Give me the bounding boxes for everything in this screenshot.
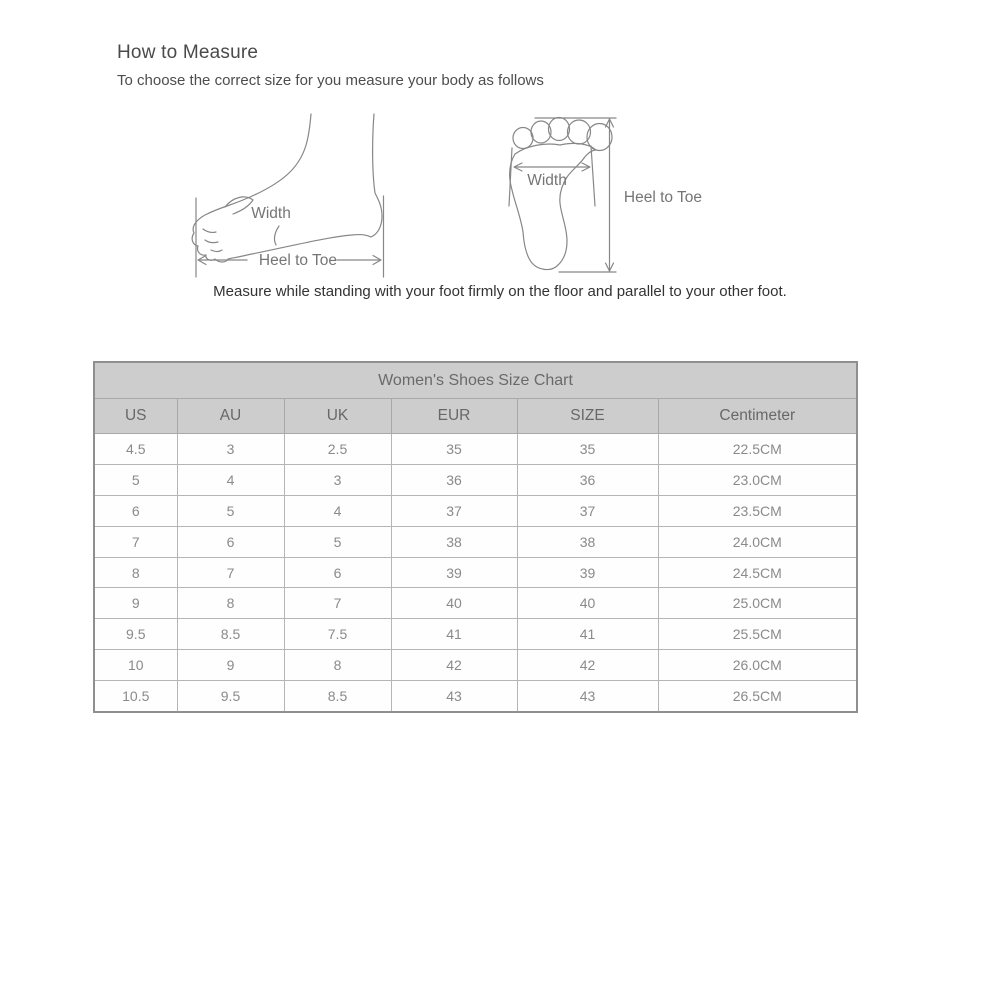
column-header-centimeter: Centimeter — [658, 399, 857, 434]
size-cell: 42 — [517, 650, 658, 681]
size-row — [94, 434, 857, 465]
size-cell: 23.5CM — [658, 495, 857, 526]
size-cell: 6 — [177, 526, 284, 557]
size-cell: 40 — [517, 588, 658, 619]
size-chart-title-row — [94, 362, 857, 399]
size-cell: 35 — [391, 434, 517, 465]
size-cell: 26.5CM — [658, 681, 857, 712]
size-cell: 43 — [517, 681, 658, 712]
size-cell: 2.5 — [284, 434, 391, 465]
column-header-uk: UK — [284, 399, 391, 434]
size-cell: 22.5CM — [658, 434, 857, 465]
size-cell: 40 — [391, 588, 517, 619]
size-row — [94, 526, 857, 557]
size-row — [94, 588, 857, 619]
column-header-size: SIZE — [517, 399, 658, 434]
column-header-au: AU — [177, 399, 284, 434]
size-cell: 8.5 — [284, 681, 391, 712]
column-header-eur: EUR — [391, 399, 517, 434]
size-row — [94, 495, 857, 526]
size-cell: 9.5 — [94, 619, 177, 650]
size-cell: 9.5 — [177, 681, 284, 712]
page-subtitle: To choose the correct size for you measure your body as follows — [117, 72, 544, 89]
size-cell: 42 — [391, 650, 517, 681]
size-cell: 3 — [177, 434, 284, 465]
size-cell: 10 — [94, 650, 177, 681]
side-view-heel-to-toe-label: Heel to Toe — [258, 252, 338, 269]
size-cell: 5 — [94, 464, 177, 495]
size-cell: 4 — [284, 495, 391, 526]
size-row — [94, 681, 857, 712]
size-cell: 38 — [391, 526, 517, 557]
size-cell: 26.0CM — [658, 650, 857, 681]
size-cell: 4 — [177, 464, 284, 495]
foot-sole-view-diagram — [495, 105, 720, 285]
size-cell: 8 — [284, 650, 391, 681]
size-chart-table — [93, 361, 858, 713]
size-cell: 7.5 — [284, 619, 391, 650]
size-cell: 6 — [284, 557, 391, 588]
size-cell: 10.5 — [94, 681, 177, 712]
size-chart-body — [94, 434, 857, 713]
size-row — [94, 464, 857, 495]
size-cell: 7 — [284, 588, 391, 619]
page-title: How to Measure — [117, 42, 259, 63]
size-cell: 39 — [391, 557, 517, 588]
size-cell: 24.5CM — [658, 557, 857, 588]
size-cell: 43 — [391, 681, 517, 712]
size-cell: 37 — [517, 495, 658, 526]
size-cell: 7 — [94, 526, 177, 557]
size-cell: 9 — [94, 588, 177, 619]
size-cell: 25.5CM — [658, 619, 857, 650]
size-cell: 6 — [94, 495, 177, 526]
side-view-width-label: Width — [251, 205, 291, 222]
size-cell: 41 — [391, 619, 517, 650]
size-cell: 25.0CM — [658, 588, 857, 619]
size-cell: 36 — [391, 464, 517, 495]
size-cell: 38 — [517, 526, 658, 557]
size-cell: 37 — [391, 495, 517, 526]
sole-view-heel-to-toe-label: Heel to Toe — [623, 189, 703, 206]
size-cell: 35 — [517, 434, 658, 465]
size-row — [94, 557, 857, 588]
size-chart-title: Women's Shoes Size Chart — [94, 362, 857, 399]
size-cell: 8 — [94, 557, 177, 588]
size-cell: 36 — [517, 464, 658, 495]
measure-instruction: Measure while standing with your foot firmly on the floor and parallel to your other foot. — [213, 283, 787, 300]
size-cell: 4.5 — [94, 434, 177, 465]
size-chart-header-row — [94, 399, 857, 434]
size-cell: 8 — [177, 588, 284, 619]
size-cell: 5 — [284, 526, 391, 557]
sole-view-width-label: Width — [527, 172, 567, 189]
size-cell: 24.0CM — [658, 526, 857, 557]
size-cell: 8.5 — [177, 619, 284, 650]
size-row — [94, 650, 857, 681]
size-cell: 9 — [177, 650, 284, 681]
size-cell: 7 — [177, 557, 284, 588]
size-cell: 23.0CM — [658, 464, 857, 495]
size-cell: 5 — [177, 495, 284, 526]
foot-side-view-diagram — [186, 108, 398, 283]
size-cell: 39 — [517, 557, 658, 588]
size-cell: 3 — [284, 464, 391, 495]
size-row — [94, 619, 857, 650]
size-cell: 41 — [517, 619, 658, 650]
column-header-us: US — [94, 399, 177, 434]
